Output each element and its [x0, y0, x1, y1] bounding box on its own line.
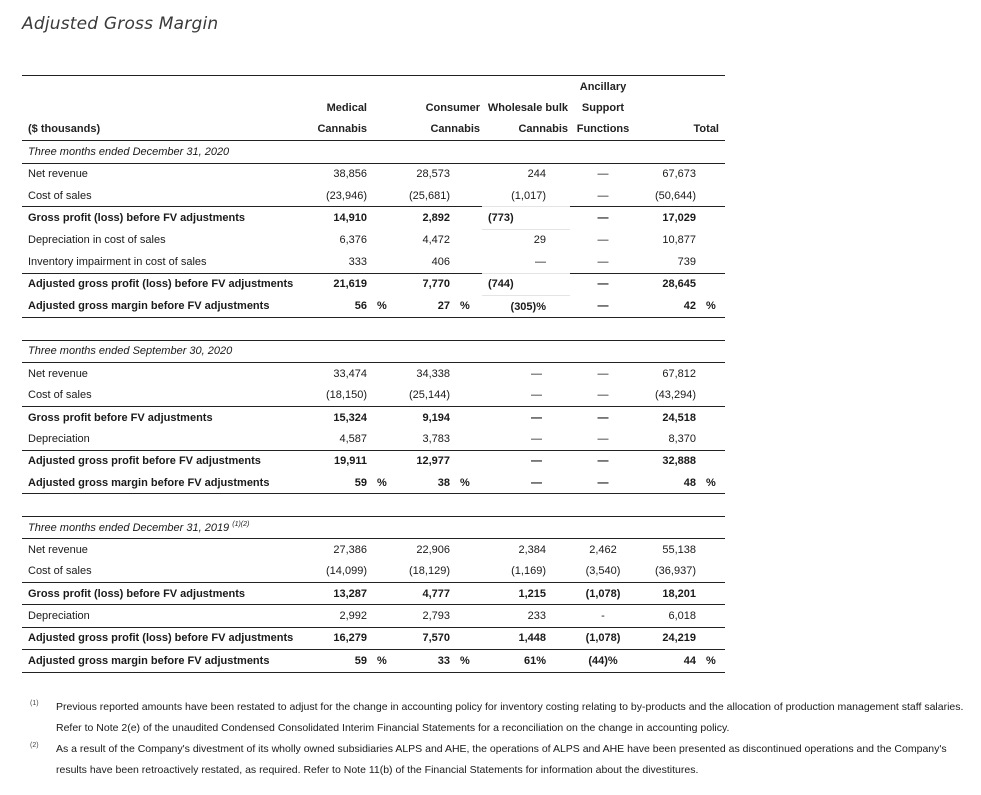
- cell-ancillary: —: [597, 234, 609, 247]
- cell-total-pct: [698, 428, 725, 450]
- cell-consumer: 3,783: [422, 432, 450, 445]
- cell-consumer: 34,338: [399, 363, 452, 385]
- section-heading-footnote-ref: (1)(2): [232, 521, 250, 528]
- cell-consumer-pct: %: [452, 472, 482, 494]
- cell-total-pct: [698, 251, 725, 273]
- cell-total-pct: [698, 273, 725, 295]
- cell-total: 44: [636, 650, 698, 672]
- cell-medical: 4,587: [339, 432, 367, 445]
- cell-consumer: 4,472: [422, 234, 450, 247]
- table-row: [22, 561, 725, 583]
- cell-ancillary: —: [597, 389, 609, 402]
- col-ancillary-line1: Ancillary: [579, 80, 627, 93]
- footnote-1: [30, 697, 970, 739]
- cell-ancillary: —: [570, 472, 636, 494]
- cell-medical: 21,619: [285, 273, 369, 295]
- cell-medical-pct: [369, 163, 399, 185]
- cell-ancillary: —: [570, 363, 636, 385]
- col-ancillary-line3: Functions: [570, 119, 636, 141]
- cell-consumer-pct: [452, 185, 482, 207]
- cell-wholesale: —: [535, 255, 546, 268]
- row-label: Depreciation: [22, 605, 285, 627]
- cell-wholesale: (1,169): [511, 565, 546, 578]
- cell-consumer-pct: %: [452, 295, 482, 317]
- cell-total: 10,877: [662, 234, 696, 247]
- cell-consumer: 22,906: [399, 539, 452, 561]
- cell-medical-pct: [369, 605, 399, 627]
- cell-consumer: 12,977: [399, 450, 452, 472]
- cell-medical: 38,856: [285, 163, 369, 185]
- cell-medical: 333: [348, 255, 367, 268]
- cell-medical: (23,946): [326, 189, 367, 202]
- row-label: Cost of sales: [28, 389, 92, 402]
- cell-ancillary: (44)%: [570, 650, 636, 672]
- table-row: [22, 273, 725, 295]
- cell-ancillary: (3,540): [585, 565, 621, 578]
- cell-total-pct: [698, 582, 725, 604]
- cell-medical-pct: [369, 229, 399, 251]
- cell-ancillary: —: [570, 406, 636, 428]
- cell-medical: (14,099): [326, 565, 367, 578]
- cell-consumer: (25,681): [409, 189, 450, 202]
- section-heading: Three months ended December 31, 2019: [28, 522, 230, 534]
- cell-consumer-pct: [452, 561, 482, 583]
- section-heading-row: [22, 517, 725, 539]
- cell-ancillary: —: [570, 273, 636, 295]
- cell-medical-pct: %: [369, 295, 399, 317]
- adjusted-gross-margin-table: [22, 75, 725, 673]
- col-total-line3: Total: [636, 119, 725, 141]
- cell-total: (43,294): [655, 389, 696, 402]
- cell-wholesale: —: [482, 450, 570, 472]
- cell-medical-pct: [369, 450, 399, 472]
- row-label: Adjusted gross margin before FV adjustments: [22, 650, 285, 672]
- page-title: Adjusted Gross Margin: [22, 14, 219, 34]
- cell-total-pct: [698, 207, 725, 229]
- cell-ancillary: —: [597, 189, 609, 202]
- cell-consumer-pct: [452, 627, 482, 649]
- table-row: [22, 295, 725, 317]
- cell-total-pct: %: [698, 472, 725, 494]
- cell-consumer-pct: [452, 428, 482, 450]
- cell-consumer: 33: [399, 650, 452, 672]
- col-consumer-line2: Consumer: [425, 102, 480, 115]
- cell-wholesale: 2,384: [482, 539, 570, 561]
- cell-consumer: 7,770: [399, 273, 452, 295]
- cell-ancillary: —: [570, 450, 636, 472]
- cell-consumer-pct: [452, 251, 482, 273]
- cell-medical-pct: [369, 627, 399, 649]
- cell-wholesale: —: [482, 406, 570, 428]
- table-row: [22, 207, 725, 229]
- cell-medical: (18,150): [326, 389, 367, 402]
- cell-total-pct: [698, 605, 725, 627]
- footnote-text: Previous reported amounts have been restated to adjust for the change in accounting policy for inventory costing relating to by-products and the allocation of production management staff salaries. Refer to Note 2(e) of the unaudited Condensed Consolidated Interim Financial Statements for a reconciliation on the change in accounting policy.: [56, 701, 964, 734]
- table-row: [22, 450, 725, 472]
- cell-total-pct: %: [698, 295, 725, 317]
- section-gap: [22, 318, 725, 340]
- cell-medical: 59: [285, 472, 369, 494]
- cell-total: 17,029: [636, 207, 698, 229]
- row-label: Adjusted gross profit (loss) before FV adjustments: [22, 273, 285, 295]
- cell-wholesale: (744): [482, 273, 570, 295]
- cell-consumer: 2,892: [399, 207, 452, 229]
- cell-wholesale: 61%: [482, 650, 570, 672]
- row-label: Adjusted gross margin before FV adjustments: [22, 295, 285, 317]
- cell-total: 24,518: [636, 406, 698, 428]
- cell-ancillary: —: [570, 295, 636, 317]
- cell-ancillary: —: [597, 432, 609, 445]
- footnote-2: [30, 739, 970, 781]
- cell-consumer: 9,194: [399, 406, 452, 428]
- col-wholesale-line3: Cannabis: [482, 119, 570, 141]
- cell-total-pct: [698, 406, 725, 428]
- cell-medical-pct: %: [369, 650, 399, 672]
- cell-total: 55,138: [636, 539, 698, 561]
- table-row: [22, 251, 725, 273]
- cell-ancillary: —: [597, 255, 609, 268]
- header-row-2: [22, 97, 725, 118]
- table-row: [22, 406, 725, 428]
- cell-total: 18,201: [636, 582, 698, 604]
- cell-medical: 16,279: [285, 627, 369, 649]
- cell-consumer-pct: [452, 406, 482, 428]
- cell-medical: 27,386: [285, 539, 369, 561]
- section-heading-row: [22, 341, 725, 363]
- cell-medical-pct: [369, 251, 399, 273]
- cell-medical: 2,992: [285, 605, 369, 627]
- row-label: Depreciation: [28, 432, 90, 445]
- cell-medical-pct: [369, 428, 399, 450]
- cell-ancillary: (1,078): [570, 582, 636, 604]
- cell-total-pct: [698, 384, 725, 406]
- table-row: [22, 363, 725, 385]
- cell-wholesale: 244: [482, 163, 570, 185]
- header-row-3: [22, 119, 725, 141]
- table-row: [22, 627, 725, 649]
- table-row: [22, 605, 725, 627]
- cell-wholesale: 29: [482, 229, 570, 251]
- cell-medical-pct: %: [369, 472, 399, 494]
- cell-consumer: 28,573: [399, 163, 452, 185]
- cell-medical-pct: [369, 185, 399, 207]
- row-label: Net revenue: [22, 539, 285, 561]
- cell-total: 6,018: [636, 605, 698, 627]
- cell-total: (50,644): [655, 189, 696, 202]
- cell-consumer-pct: [452, 539, 482, 561]
- table-row: [22, 428, 725, 450]
- table-row: [22, 650, 725, 672]
- cell-ancillary: —: [570, 163, 636, 185]
- cell-wholesale: —: [482, 363, 570, 385]
- cell-total: 32,888: [636, 450, 698, 472]
- section-heading: Three months ended September 30, 2020: [28, 345, 233, 358]
- header-row-1: [22, 76, 725, 97]
- cell-medical-pct: [369, 561, 399, 583]
- cell-total-pct: [698, 185, 725, 207]
- cell-medical: 6,376: [339, 234, 367, 247]
- table-row: [22, 472, 725, 494]
- cell-wholesale: 1,448: [482, 627, 570, 649]
- row-label: Gross profit before FV adjustments: [22, 406, 285, 428]
- cell-wholesale: (305)%: [482, 295, 570, 317]
- cell-medical-pct: [369, 384, 399, 406]
- col-consumer-line3: Cannabis: [399, 119, 482, 141]
- cell-consumer-pct: [452, 207, 482, 229]
- cell-total-pct: [698, 450, 725, 472]
- row-label: Cost of sales: [28, 189, 92, 202]
- cell-wholesale: (1,017): [511, 189, 546, 202]
- footnotes: [30, 697, 970, 781]
- cell-consumer-pct: [452, 582, 482, 604]
- cell-consumer: (18,129): [409, 565, 450, 578]
- cell-total: (36,937): [655, 565, 696, 578]
- col-medical-line2: Medical: [326, 102, 367, 115]
- unit-label: ($ thousands): [22, 119, 285, 141]
- row-label: Gross profit (loss) before FV adjustments: [22, 582, 285, 604]
- cell-ancillary: 2,462: [570, 539, 636, 561]
- cell-medical: 14,910: [285, 207, 369, 229]
- footnote-marker: (2): [30, 742, 39, 749]
- cell-wholesale: 1,215: [482, 582, 570, 604]
- cell-total-pct: [698, 363, 725, 385]
- cell-wholesale: 233: [482, 605, 570, 627]
- table-row: [22, 163, 725, 185]
- cell-total: 48: [636, 472, 698, 494]
- cell-medical-pct: [369, 207, 399, 229]
- col-wholesale-line2: Wholesale bulk: [487, 102, 568, 115]
- cell-medical-pct: [369, 406, 399, 428]
- cell-consumer-pct: %: [452, 650, 482, 672]
- cell-consumer-pct: [452, 273, 482, 295]
- cell-consumer: 406: [431, 255, 450, 268]
- cell-total-pct: [698, 229, 725, 251]
- cell-consumer-pct: [452, 450, 482, 472]
- cell-consumer: 2,793: [399, 605, 452, 627]
- row-label: Net revenue: [22, 363, 285, 385]
- cell-consumer: (25,144): [409, 389, 450, 402]
- section-gap: [22, 494, 725, 516]
- cell-total-pct: [698, 539, 725, 561]
- table-row: [22, 539, 725, 561]
- section-heading: Three months ended December 31, 2020: [28, 145, 230, 158]
- cell-total: 28,645: [636, 273, 698, 295]
- cell-total: 67,673: [636, 163, 698, 185]
- cell-medical-pct: [369, 273, 399, 295]
- cell-total: 42: [636, 295, 698, 317]
- cell-consumer: 7,570: [399, 627, 452, 649]
- table-row: [22, 384, 725, 406]
- col-medical-line3: Cannabis: [285, 119, 369, 141]
- row-label: Depreciation in cost of sales: [28, 234, 166, 247]
- table-row: [22, 185, 725, 207]
- cell-consumer-pct: [452, 384, 482, 406]
- table-row: [22, 582, 725, 604]
- cell-medical: 13,287: [285, 582, 369, 604]
- cell-total: 739: [677, 255, 696, 268]
- cell-medical: 33,474: [285, 363, 369, 385]
- cell-medical-pct: [369, 363, 399, 385]
- cell-medical: 59: [285, 650, 369, 672]
- table-row: [22, 229, 725, 251]
- cell-total: 67,812: [636, 363, 698, 385]
- row-label: Adjusted gross profit (loss) before FV adjustments: [22, 627, 285, 649]
- row-label: Cost of sales: [28, 565, 92, 578]
- cell-wholesale: —: [482, 472, 570, 494]
- cell-ancillary: (1,078): [570, 627, 636, 649]
- cell-consumer-pct: [452, 605, 482, 627]
- cell-total-pct: %: [698, 650, 725, 672]
- footnote-text: As a result of the Company's divestment of its wholly owned subsidiaries ALPS and AHE, the operations of ALPS and AHE have been presented as discontinued operations and the Company's results have been retroactively restated, as required. Refer to Note 11(b) of the Financial Statements for information about the divestitures.: [56, 743, 947, 776]
- cell-medical-pct: [369, 582, 399, 604]
- cell-wholesale: —: [531, 432, 542, 445]
- footnote-marker: (1): [30, 700, 39, 707]
- row-label: Net revenue: [22, 163, 285, 185]
- cell-medical: 15,324: [285, 406, 369, 428]
- cell-consumer-pct: [452, 229, 482, 251]
- cell-consumer-pct: [452, 163, 482, 185]
- cell-consumer: 4,777: [399, 582, 452, 604]
- row-label: Inventory impairment in cost of sales: [28, 255, 207, 268]
- section-heading-row: [22, 141, 725, 163]
- cell-ancillary: —: [570, 207, 636, 229]
- cell-consumer: 27: [399, 295, 452, 317]
- cell-consumer: 38: [399, 472, 452, 494]
- row-label: Adjusted gross profit before FV adjustments: [22, 450, 285, 472]
- cell-consumer-pct: [452, 363, 482, 385]
- cell-total-pct: [698, 163, 725, 185]
- cell-medical: 56: [285, 295, 369, 317]
- cell-total-pct: [698, 627, 725, 649]
- cell-medical: 19,911: [285, 450, 369, 472]
- row-label: Adjusted gross margin before FV adjustments: [22, 472, 285, 494]
- cell-wholesale: (773): [482, 207, 570, 229]
- col-ancillary-line2: Support: [581, 102, 625, 115]
- cell-ancillary: -: [570, 605, 636, 627]
- cell-total: 24,219: [636, 627, 698, 649]
- cell-total-pct: [698, 561, 725, 583]
- row-label: Gross profit (loss) before FV adjustments: [22, 207, 285, 229]
- cell-total: 8,370: [668, 432, 696, 445]
- cell-wholesale: —: [531, 389, 542, 402]
- cell-medical-pct: [369, 539, 399, 561]
